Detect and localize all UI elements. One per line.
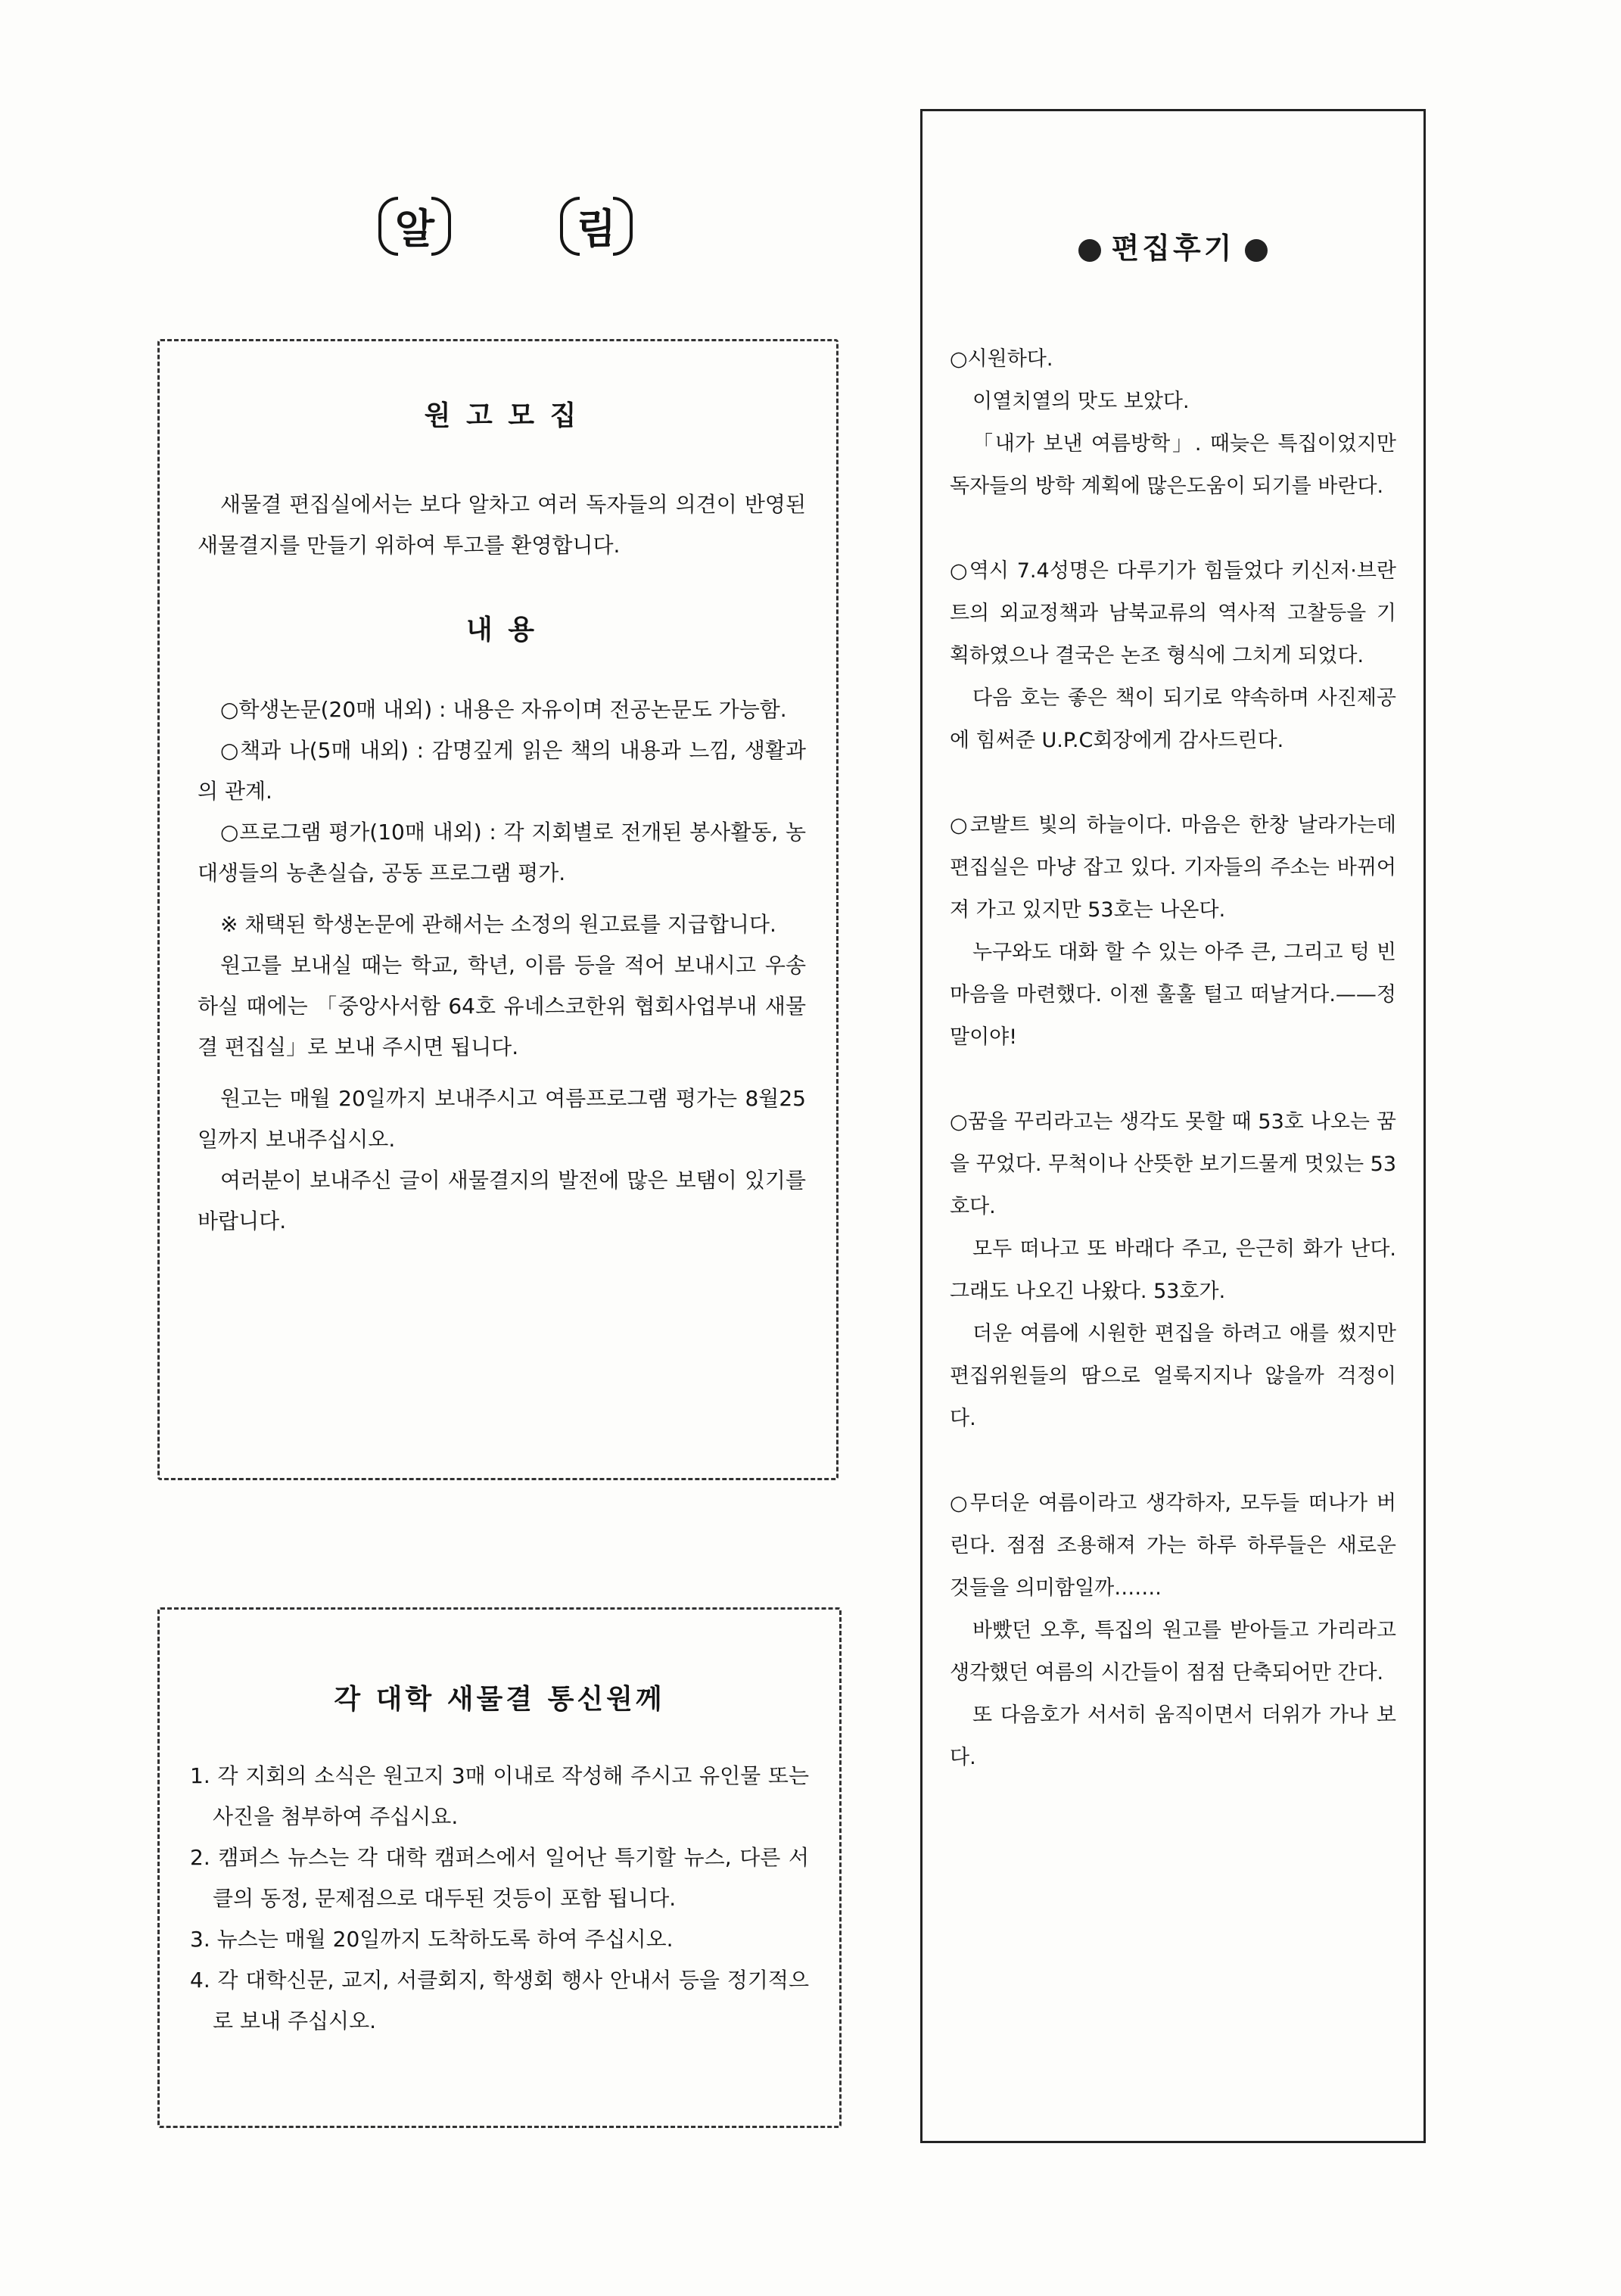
notice-char-1: 알 (378, 189, 451, 262)
manuscript-box (157, 339, 839, 1480)
notice-char-2: 림 (560, 189, 633, 262)
editor-para-13: 또 다음호가 서서히 움직이면서 더위가 가나 보다. (950, 1703, 1396, 1769)
manuscript-item-1: ○학생논문(20매 내외) : 내용은 자유이며 전공논문도 가능함. (220, 697, 787, 722)
editor-para-12: 바빴던 오후, 특집의 원고를 받아들고 가리라고 생각했던 여름의 시간들이 점점 단축되어만 간다. (950, 1619, 1396, 1685)
editor-para-6: ○코발트 빛의 하늘이다. 마음은 한창 날라가는데 편집실은 마냥 잡고 있다. 기자들의 주소는 바뀌어져 가고 있지만 53호는 나온다. (950, 814, 1396, 922)
editor-notes-title: 편집후기 (1111, 232, 1235, 265)
correspondents-item-2: 2. 캠퍼스 뉴스는 각 대학 캠퍼스에서 일어난 특기할 뉴스, 다른 서클의 동정, 문제점으로 대두된 것등이 포함 됩니다. (190, 1845, 809, 1911)
correspondents-item-4: 4. 각 대학신문, 교지, 서클회지, 학생회 행사 안내서 등을 정기적으로 보내 주십시오. (190, 1968, 809, 2033)
correspondents-item-3: 3. 뉴스는 매월 20일까지 도착하도록 하여 주십시오. (190, 1927, 674, 1952)
editor-notes-heading (923, 225, 1423, 266)
manuscript-note-4: 여러분이 보내주신 글이 새물결지의 발전에 많은 보탬이 있기를 바랍니다. (198, 1168, 806, 1234)
editor-para-9: 모두 떠나고 또 바래다 주고, 은근히 화가 난다. 그래도 나오긴 나왔다. 53호가. (950, 1237, 1396, 1303)
manuscript-note-2: 원고를 보내실 때는 학교, 학년, 이름 등을 적어 보내시고 우송하실 때에는 「중앙사서함 64호 유네스코한위 협회사업부내 새물결 편집실」로 보내 주시면 됩니다. (198, 953, 806, 1059)
manuscript-item-3: ○프로그램 평가(10매 내외) : 각 지회별로 전개된 봉사활동, 농대생들의 농촌실습, 공동 프로그램 평가. (198, 820, 806, 885)
manuscript-item-2: ○책과 나(5매 내외) : 감명깊게 읽은 책의 내용과 느낌, 생활과의 관계. (198, 738, 806, 804)
bullet-blob-icon (1078, 239, 1101, 262)
editor-para-4: ○역시 7.4성명은 다루기가 힘들었다 키신저·브란트의 외교정책과 남북교류의 역사적 고찰등을 기획하였으나 결국은 논조 형식에 그치게 되었다. (950, 559, 1396, 667)
editor-para-3: 「내가 보낸 여름방학」. 때늦은 특집이었지만 독자들의 방학 계획에 많은도움이 되기를 바란다. (950, 432, 1396, 498)
correspondents-title: 각 대학 새물결 통신원께 (334, 1684, 665, 1715)
editor-notes-body (950, 338, 1396, 1779)
editor-para-5: 다음 호는 좋은 책이 되기로 약속하며 사진제공에 힘써준 U.P.C회장에게 감사드린다. (950, 686, 1396, 752)
manuscript-note-3: 원고는 매월 20일까지 보내주시고 여름프로그램 평가는 8월25일까지 보내주십시오. (198, 1086, 806, 1152)
manuscript-title: 원 고 모 집 (424, 400, 580, 431)
correspondents-box (157, 1607, 842, 2128)
contents-title: 내 용 (465, 614, 538, 646)
editor-para-2: 이열치열의 맛도 보았다. (972, 390, 1190, 413)
editor-para-7: 누구와도 대화 할 수 있는 아주 큰, 그리고 텅 빈 마음을 마련했다. 이젠 훌훌 털고 떠날거다.——정말이야! (950, 941, 1396, 1049)
correspondents-item-1: 1. 각 지회의 소식은 원고지 3매 이내로 작성해 주시고 유인물 또는 사진을 첨부하여 주십시요. (190, 1763, 809, 1829)
editor-para-10: 더운 여름에 시원한 편집을 하려고 애를 썼지만 편집위원들의 땀으로 얼룩지지나 않을까 걱정이다. (950, 1322, 1396, 1430)
manuscript-note-1: ※ 채택된 학생논문에 관해서는 소정의 원고료를 지급합니다. (220, 912, 776, 937)
editor-para-11: ○무더운 여름이라고 생각하자, 모두들 떠나가 버린다. 점점 조용해져 가는 하루 하루들은 새로운 것들을 의미함일까……. (950, 1492, 1396, 1600)
editor-para-8: ○꿈을 꾸리라고는 생각도 못할 때 53호 나오는 꿈을 꾸었다. 무척이나 산뜻한 보기드물게 멋있는 53호다. (950, 1110, 1396, 1218)
manuscript-intro: 새물결 편집실에서는 보다 알차고 여러 독자들의 의견이 반영된 새물결지를 만들기 위하여 투고를 환영합니다. (198, 492, 806, 558)
bullet-blob-icon (1245, 239, 1268, 262)
notice-header (371, 189, 658, 272)
editor-notes-column (920, 109, 1426, 2143)
editor-para-1: ○시원하다. (950, 347, 1053, 371)
